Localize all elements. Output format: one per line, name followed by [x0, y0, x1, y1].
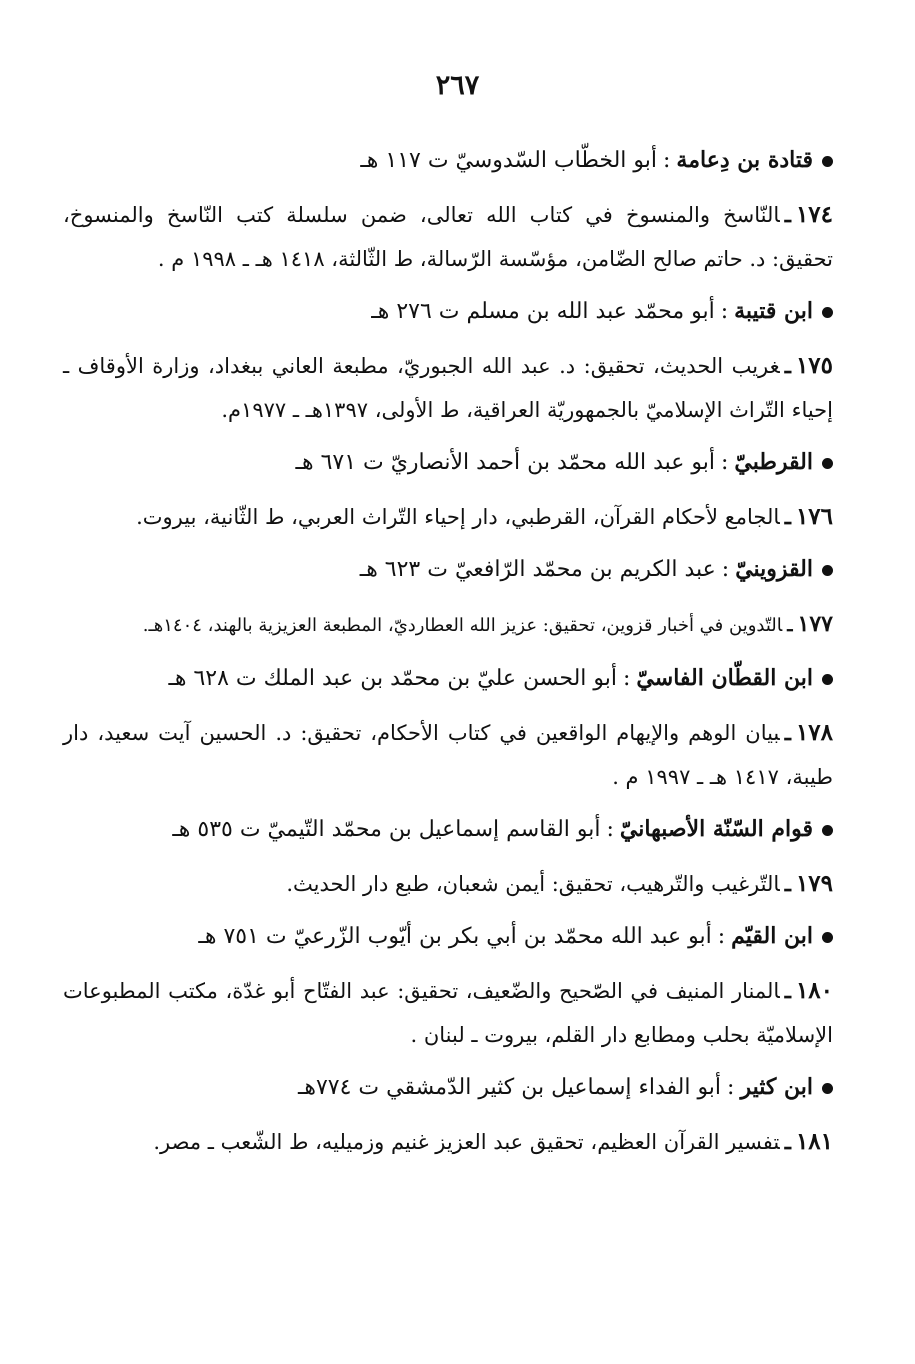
author-heading — [63, 547, 833, 592]
author-separator: : — [721, 450, 729, 475]
entry-dash: ـ — [787, 615, 793, 636]
author-details: عبد الكريم بن محمّد الرّافعيّ ت ٦٢٣ هـ — [359, 557, 716, 582]
author-details: أبو الحسن عليّ بن محمّد بن عبد الملك ت ٦٢٨ هـ — [168, 666, 617, 691]
bibliography-entry — [63, 602, 833, 648]
page-number: ٢٦٧ — [435, 70, 480, 101]
author-separator: : — [720, 299, 729, 324]
bullet-icon — [822, 825, 833, 836]
bullet-icon — [822, 156, 833, 167]
author-name: ابن القطّان الفاسيّ — [636, 665, 813, 691]
entry-dash: ـ — [784, 353, 791, 378]
author-heading — [63, 914, 833, 959]
author-details: أبو محمّد عبد الله بن مسلم ت ٢٧٦ هـ — [371, 299, 715, 324]
entry-dash: ـ — [784, 720, 791, 745]
author-name: ابن كثير — [740, 1074, 813, 1100]
bibliography-entry — [63, 344, 833, 432]
author-separator: : — [606, 817, 614, 842]
author-separator: : — [727, 1075, 735, 1100]
entry-number: ١٧٨ — [795, 719, 833, 746]
author-name: القرطبيّ — [734, 449, 813, 475]
author-separator: : — [623, 666, 631, 691]
entry-dash: ـ — [784, 871, 791, 896]
entry-number: ١٧٦ — [795, 503, 833, 530]
author-separator: : — [721, 557, 730, 582]
author-name: قوام السّنّة الأصبهانيّ — [619, 816, 813, 842]
entry-text: بيان الوهم والإيهام الواقعين في كتاب الأحكام، تحقيق: د. الحسين آيت سعيد، دار طيبة، ١٤١٧ هـ ـ ١٩٩٧ م . — [63, 721, 833, 789]
author-name: قتادة بن دِعامة — [676, 147, 813, 173]
author-heading — [63, 289, 833, 334]
bibliography-entry — [63, 969, 833, 1057]
author-details: أبو الخطّاب السّدوسيّ ت ١١٧ هـ — [360, 148, 657, 173]
entry-dash: ـ — [784, 202, 791, 227]
author-details: أبو الفداء إسماعيل بن كثير الدّمشقي ت ٧٧٤هـ — [297, 1075, 722, 1100]
entry-dash: ـ — [784, 1129, 791, 1154]
author-separator: : — [717, 924, 726, 949]
entry-number: ١٧٤ — [795, 201, 833, 228]
bullet-icon — [822, 565, 833, 576]
author-heading — [63, 807, 833, 852]
bullet-icon — [822, 307, 833, 318]
bibliography-entry — [63, 193, 833, 281]
entry-text: غريب الحديث، تحقيق: د. عبد الله الجبوريّ، مطبعة العاني ببغداد، وزارة الأوقاف ـ إحياء التّراث الإسلاميّ بالجمهوريّة العراقية، ط الأولى، ١٣٩٧هـ ـ ١٩٧٧م. — [63, 354, 833, 422]
entry-text: المنار المنيف في الصّحيح والضّعيف، تحقيق: عبد الفتّاح أبو غدّة، مكتب المطبوعات الإسلاميّة بحلب ومطابع دار القلم، بيروت ـ لبنان . — [63, 979, 833, 1047]
entry-text: التّرغيب والتّرهيب، تحقيق: أيمن شعبان، طبع دار الحديث. — [286, 872, 780, 896]
author-details: أبو القاسم إسماعيل بن محمّد التّيميّ ت ٥٣٥ هـ — [172, 817, 601, 842]
bullet-icon — [822, 932, 833, 943]
author-name: ابن قتيبة — [734, 298, 813, 324]
entry-dash: ـ — [784, 978, 791, 1003]
author-heading — [63, 138, 833, 183]
bullet-icon — [822, 458, 833, 469]
bibliography-entry — [63, 862, 833, 906]
entry-number: ١٨١ — [795, 1128, 833, 1155]
bibliography-entry — [63, 711, 833, 799]
author-name: ابن القيّم — [731, 923, 813, 949]
entry-text: النّاسخ والمنسوخ في كتاب الله تعالى، ضمن سلسلة كتب النّاسخ والمنسوخ، تحقيق: د. حاتم صالح الضّامن، مؤسّسة الرّسالة، ط الثّالثة، ١٤١٨ هـ ـ ١٩٩٨ م . — [63, 203, 833, 271]
bullet-icon — [822, 674, 833, 685]
entry-number: ١٧٩ — [795, 870, 833, 897]
bibliography-entry — [63, 495, 833, 539]
entry-number: ١٧٧ — [797, 611, 833, 637]
entry-number: ١٧٥ — [795, 352, 833, 379]
bibliography-list — [63, 138, 833, 1172]
bullet-icon — [822, 1083, 833, 1094]
entry-number: ١٨٠ — [795, 977, 833, 1004]
bibliography-entry — [63, 1120, 833, 1164]
author-name: القزوينيّ — [735, 556, 813, 582]
entry-dash: ـ — [784, 504, 791, 529]
entry-text: الجامع لأحكام القرآن، القرطبي، دار إحياء التّراث العربي، ط الثّانية، بيروت. — [136, 505, 780, 529]
author-heading — [63, 656, 833, 701]
author-details: أبو عبد الله محمّد بن أبي بكر بن أيّوب الزّرعيّ ت ٧٥١ هـ — [198, 924, 712, 949]
author-details: أبو عبد الله محمّد بن أحمد الأنصاريّ ت ٦٧١ هـ — [295, 450, 715, 475]
author-separator: : — [663, 148, 671, 173]
author-heading — [63, 1065, 833, 1110]
author-heading — [63, 440, 833, 485]
entry-text: تفسير القرآن العظيم، تحقيق عبد العزيز غنيم وزميليه، ط الشّعب ـ مصر. — [153, 1130, 780, 1154]
entry-text: التّدوين في أخبار قزوين، تحقيق: عزيز الله العطارديّ، المطبعة العزيزية بالهند، ١٤٠٤هـ. — [142, 615, 783, 636]
